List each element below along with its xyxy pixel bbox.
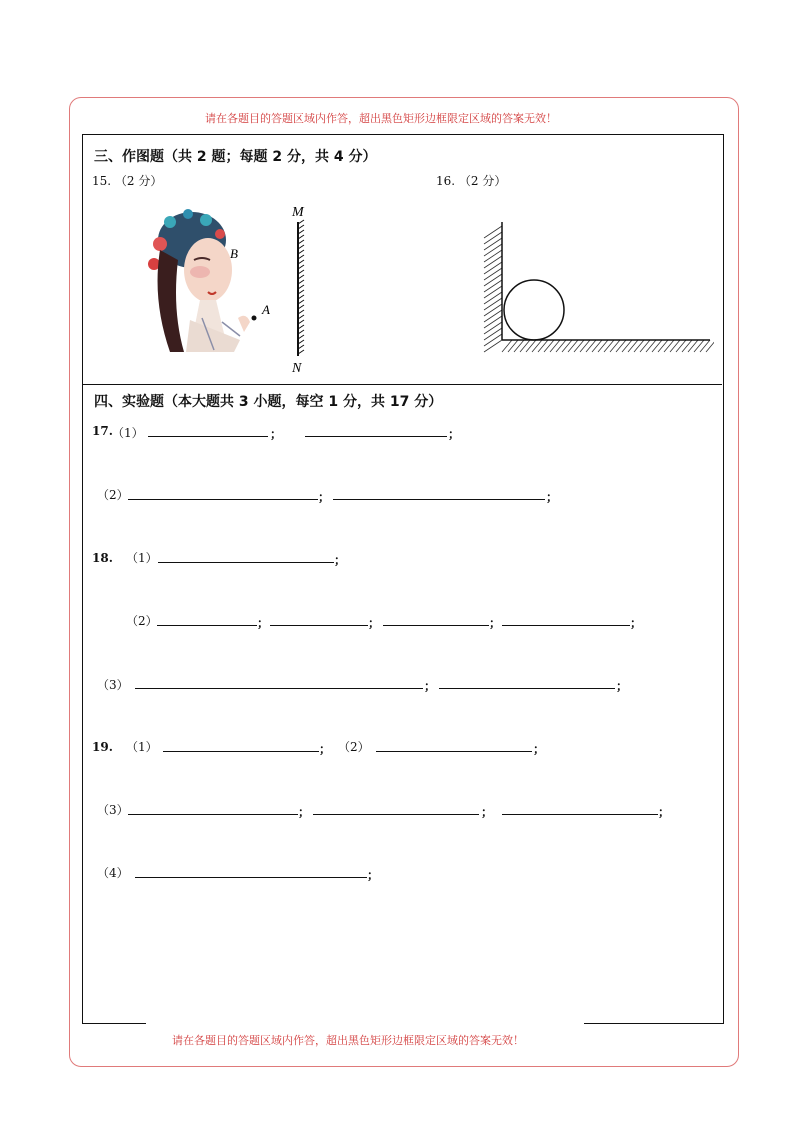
q17-1-blank-a[interactable] — [148, 436, 268, 437]
q16-figure — [480, 218, 714, 358]
plane-mirror — [298, 220, 304, 356]
bottom-border-gap — [146, 1022, 584, 1025]
q19-2-blank[interactable] — [376, 751, 532, 752]
semicolon: ； — [424, 679, 437, 693]
section3-title: 三、作图题（共 2 题；每题 2 分，共 4 分） — [94, 149, 377, 165]
mirror-label-m: M — [292, 205, 304, 220]
point-a-label: A — [262, 302, 270, 317]
top-notice: 请在各题目的答题区域内作答，超出黑色矩形边框限定区域的答案无效！ — [205, 112, 557, 125]
q18-2-blank-d[interactable] — [502, 625, 630, 626]
wall-and-floor — [484, 222, 714, 352]
semicolon: ； — [448, 427, 461, 441]
q19-part2-label: （2） — [338, 740, 370, 754]
semicolon: ； — [257, 616, 270, 630]
q18-2-blank-c[interactable] — [383, 625, 489, 626]
q19-number: 19. — [92, 740, 113, 754]
semicolon: ； — [481, 805, 494, 819]
q18-3-blank-a[interactable] — [135, 688, 423, 689]
q17-part2-label: （2） — [97, 488, 129, 502]
semicolon: ； — [298, 805, 311, 819]
q17-2-blank-b[interactable] — [333, 499, 545, 500]
semicolon: ； — [658, 805, 671, 819]
q17-number: 17. — [92, 424, 113, 438]
q19-3-blank-a[interactable] — [128, 814, 298, 815]
q17-part1-label: （1） — [112, 426, 144, 440]
q18-number: 18. — [92, 551, 113, 565]
bottom-notice: 请在各题目的答题区域内作答，超出黑色矩形边框限定区域的答案无效！ — [172, 1034, 524, 1047]
q18-1-blank[interactable] — [158, 562, 334, 563]
mirror-label-n: N — [292, 361, 302, 376]
semicolon: ； — [368, 616, 381, 630]
semicolon: ； — [630, 616, 643, 630]
point-b-label: B — [230, 246, 238, 261]
q19-1-blank[interactable] — [163, 751, 319, 752]
q15-figure — [130, 200, 330, 378]
q17-1-blank-b[interactable] — [305, 436, 447, 437]
q18-part1-label: （1） — [126, 551, 158, 565]
q19-part4-label: （4） — [97, 866, 129, 880]
opera-portrait-image — [148, 209, 257, 352]
semicolon: ； — [367, 868, 380, 882]
q19-3-blank-b[interactable] — [313, 814, 479, 815]
semicolon: ； — [489, 616, 502, 630]
q18-3-blank-b[interactable] — [439, 688, 615, 689]
semicolon: ； — [533, 742, 546, 756]
q19-4-blank[interactable] — [135, 877, 367, 878]
section-divider — [82, 384, 722, 385]
semicolon: ； — [318, 490, 331, 504]
q19-part1-label: （1） — [126, 740, 158, 754]
q18-part2-label: （2） — [126, 614, 158, 628]
q18-2-blank-b[interactable] — [270, 625, 368, 626]
q15-label: 15. （2 分） — [92, 174, 163, 188]
semicolon: ； — [270, 427, 283, 441]
q19-part3-label: （3） — [97, 803, 129, 817]
q18-part3-label: （3） — [97, 678, 129, 692]
q17-2-blank-a[interactable] — [128, 499, 318, 500]
q19-3-blank-c[interactable] — [502, 814, 658, 815]
q18-2-blank-a[interactable] — [157, 625, 257, 626]
semicolon: ； — [334, 553, 347, 567]
semicolon: ； — [546, 490, 559, 504]
q16-label: 16. （2 分） — [436, 174, 507, 188]
semicolon: ； — [616, 679, 629, 693]
semicolon: ； — [319, 742, 332, 756]
ball — [504, 280, 564, 340]
section4-title: 四、实验题（本大题共 3 小题，每空 1 分，共 17 分） — [94, 394, 443, 410]
